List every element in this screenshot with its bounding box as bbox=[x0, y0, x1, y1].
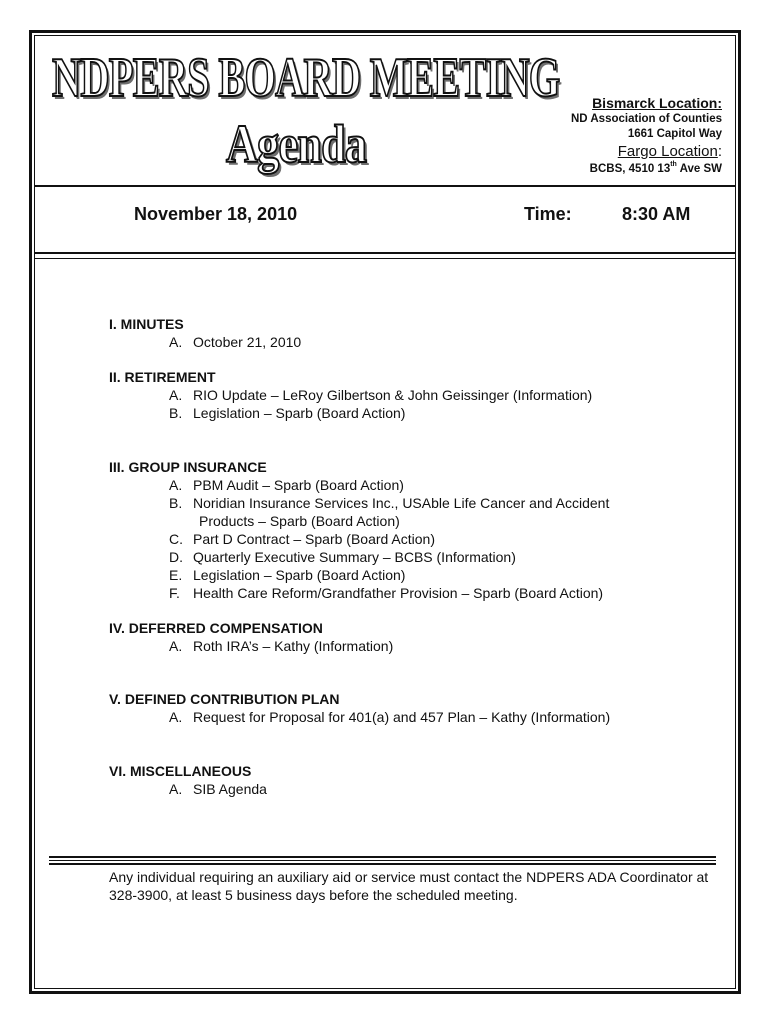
list-item bbox=[109, 584, 709, 602]
section-title: I. MINUTES bbox=[109, 316, 184, 332]
item-text: Noridian Insurance Services Inc., USAble Life Cancer and Accident bbox=[193, 495, 610, 511]
list-item bbox=[109, 404, 709, 422]
section-title: II. RETIREMENT bbox=[109, 369, 216, 385]
item-text: SIB Agenda bbox=[193, 781, 267, 797]
section-defined-contribution bbox=[109, 690, 709, 726]
fargo-address-pre: BCBS, 4510 13 bbox=[589, 163, 671, 175]
item-text: Legislation – Sparb (Board Action) bbox=[193, 405, 406, 421]
document-title: NDPERS BOARD MEETING bbox=[52, 47, 560, 109]
fargo-location-label-text: Fargo Location bbox=[617, 143, 718, 160]
fargo-address-post: Ave SW bbox=[676, 163, 722, 175]
date-divider-thin bbox=[34, 258, 736, 259]
item-text: Legislation – Sparb (Board Action) bbox=[193, 567, 406, 583]
item-letter: A. bbox=[169, 387, 183, 403]
section-title: IV. DEFERRED COMPENSATION bbox=[109, 620, 323, 636]
item-letter: A. bbox=[169, 477, 183, 493]
list-item bbox=[109, 530, 709, 548]
section-group-insurance bbox=[109, 458, 709, 602]
item-letter: A. bbox=[169, 781, 183, 797]
item-letter: E. bbox=[169, 567, 183, 583]
fargo-address-sup: th bbox=[670, 161, 677, 168]
section-title: V. DEFINED CONTRIBUTION PLAN bbox=[109, 691, 340, 707]
list-item bbox=[109, 386, 709, 404]
bismarck-location-label: Bismarck Location: bbox=[592, 95, 722, 111]
item-text: Request for Proposal for 401(a) and 457 Plan – Kathy (Information) bbox=[193, 709, 611, 725]
item-text: October 21, 2010 bbox=[193, 334, 302, 350]
item-text: PBM Audit – Sparb (Board Action) bbox=[193, 477, 404, 493]
item-letter: D. bbox=[169, 549, 183, 565]
fargo-location-label bbox=[618, 143, 722, 160]
item-letter: C. bbox=[169, 531, 183, 547]
item-letter: A. bbox=[169, 709, 183, 725]
list-item bbox=[109, 780, 709, 798]
list-item bbox=[109, 494, 709, 512]
meeting-time-label: Time: bbox=[524, 204, 572, 224]
item-text: Roth IRA’s – Kathy (Information) bbox=[193, 638, 394, 654]
footer-divider-bottom bbox=[49, 863, 716, 865]
item-letter: A. bbox=[169, 334, 183, 350]
section-title: VI. MISCELLANEOUS bbox=[109, 763, 252, 779]
meeting-date: November 18, 2010 bbox=[134, 204, 298, 224]
footer-divider-mid bbox=[49, 860, 716, 861]
list-item bbox=[109, 637, 709, 655]
item-letter: B. bbox=[169, 405, 183, 421]
item-letter: A. bbox=[169, 638, 183, 654]
item-text: Quarterly Executive Summary – BCBS (Information) bbox=[193, 549, 516, 565]
item-text: Health Care Reform/Grandfather Provision – Sparb (Board Action) bbox=[193, 585, 604, 601]
list-item bbox=[109, 708, 709, 726]
fargo-location-colon: : bbox=[717, 143, 722, 160]
item-letter: B. bbox=[169, 495, 183, 511]
agenda-list bbox=[109, 315, 709, 798]
section-deferred-compensation bbox=[109, 619, 709, 655]
section-minutes bbox=[109, 315, 709, 351]
list-item bbox=[109, 476, 709, 494]
item-text: Part D Contract – Sparb (Board Action) bbox=[193, 531, 435, 547]
footer-divider bbox=[49, 856, 716, 858]
header-divider bbox=[34, 185, 736, 187]
section-miscellaneous bbox=[109, 762, 709, 798]
date-divider bbox=[34, 252, 736, 254]
document-subtitle: Agenda bbox=[226, 114, 367, 174]
section-retirement bbox=[109, 368, 709, 422]
list-item bbox=[109, 548, 709, 566]
section-title: III. GROUP INSURANCE bbox=[109, 459, 267, 475]
item-letter: F. bbox=[169, 585, 180, 601]
bismarck-location-line1: ND Association of Counties bbox=[571, 113, 722, 125]
item-text: RIO Update – LeRoy Gilbertson & John Geissinger (Information) bbox=[193, 387, 593, 403]
list-item bbox=[109, 566, 709, 584]
list-item bbox=[109, 333, 709, 351]
fargo-location-line1 bbox=[590, 161, 722, 175]
list-item-continuation: Products – Sparb (Board Action) bbox=[199, 513, 400, 529]
meeting-time: 8:30 AM bbox=[622, 204, 691, 224]
bismarck-location-line2: 1661 Capitol Way bbox=[627, 128, 722, 140]
ada-notice: Any individual requiring an auxiliary aid or service must contact the NDPERS ADA Coordinator at 328-3900, at least 5 business days before the scheduled meeting. bbox=[109, 869, 709, 903]
